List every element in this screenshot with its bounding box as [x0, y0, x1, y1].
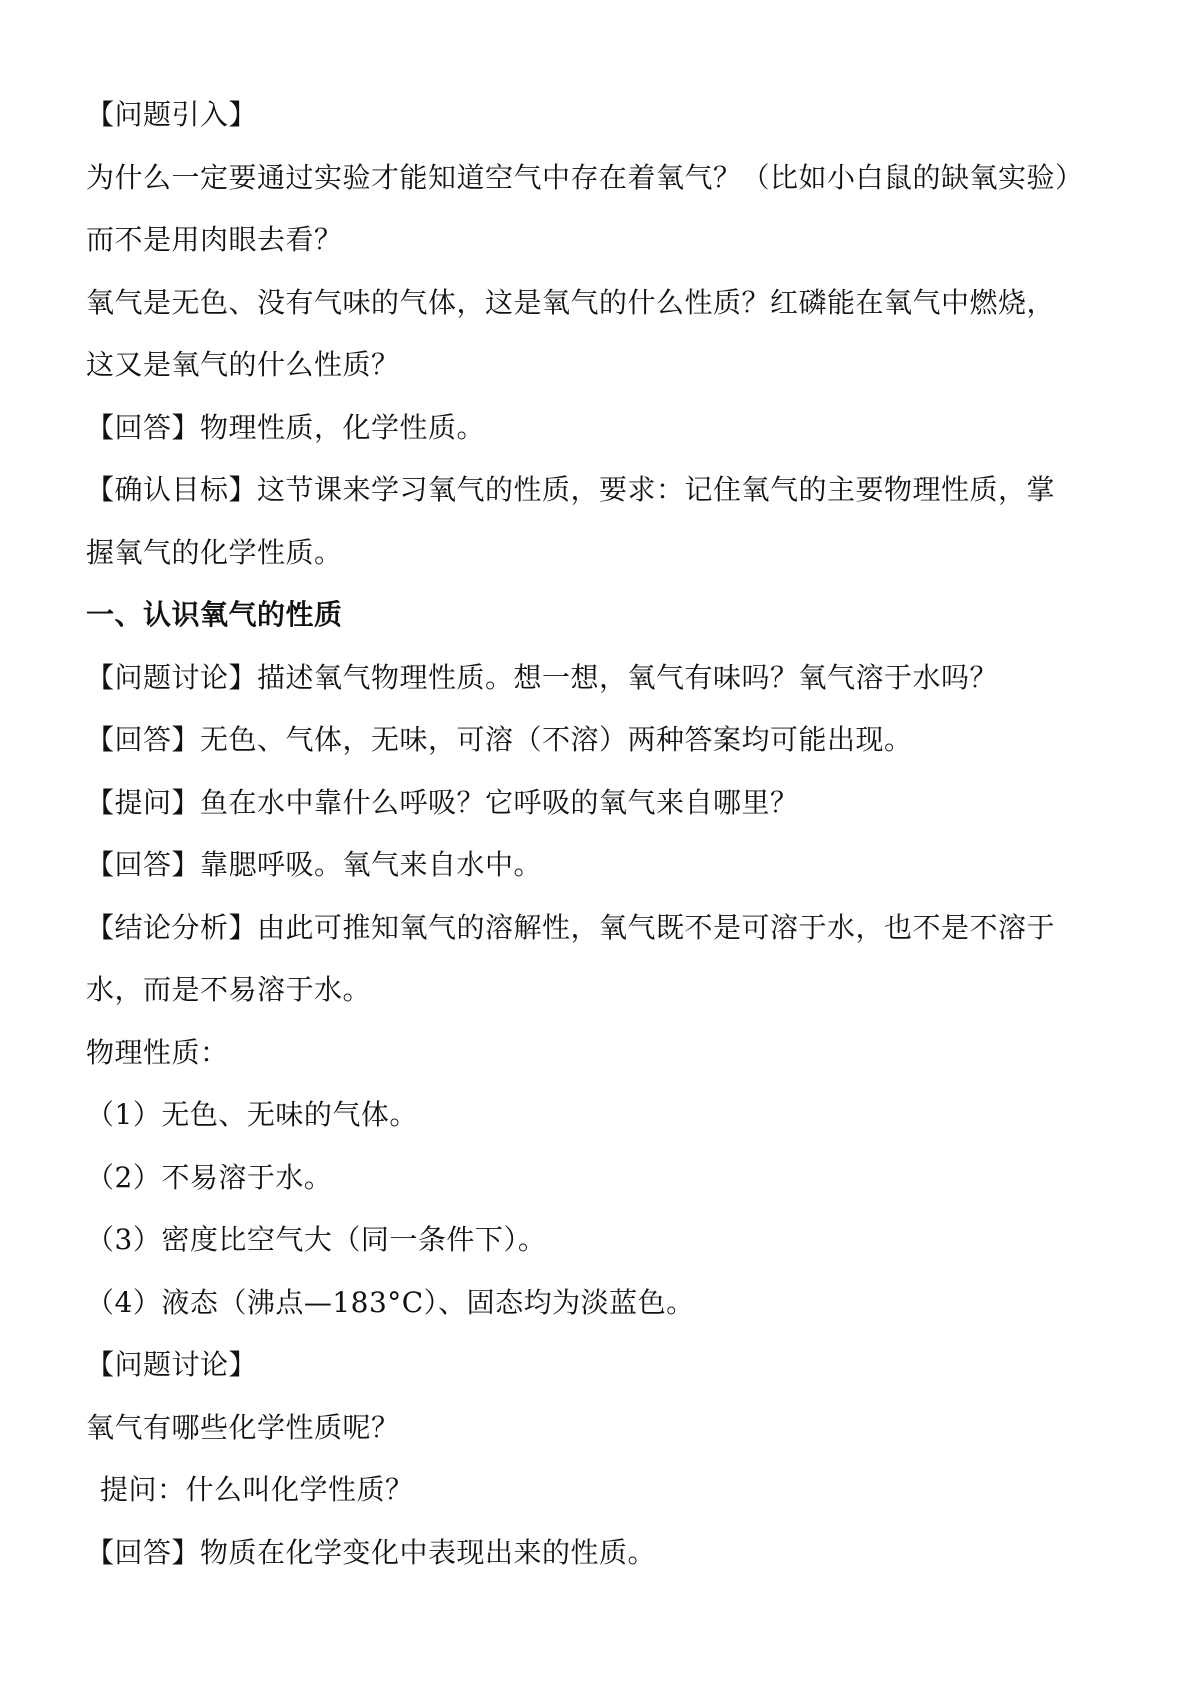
paragraph-line: 氧气是无色、没有气味的气体，这是氧气的什么性质？红磷能在氧气中燃烧， — [86, 285, 1056, 319]
question-line: 【提问】鱼在水中靠什么呼吸？它呼吸的氧气来自哪里？ — [86, 785, 799, 819]
property-item: （3）密度比空气大（同一条件下）。 — [86, 1223, 547, 1256]
question-line: 提问：什么叫化学性质？ — [100, 1473, 414, 1506]
discussion-label: 【问题讨论】 — [86, 1348, 258, 1381]
paragraph-line: 而不是用肉眼去看？ — [86, 223, 343, 256]
conclusion-line: 水，而是不易溶于水。 — [86, 973, 372, 1006]
section-heading: 一、认识氧气的性质 — [86, 598, 343, 631]
section-label-problem-intro: 【问题引入】 — [86, 98, 258, 131]
property-item: （2）不易溶于水。 — [86, 1160, 333, 1194]
answer-line: 【回答】物质在化学变化中表现出来的性质。 — [86, 1535, 657, 1569]
property-item: （4）液态（沸点—183°C）、固态均为淡蓝色。 — [86, 1285, 695, 1319]
physical-properties-label: 物理性质： — [86, 1035, 229, 1069]
paragraph-line: 这又是氧气的什么性质？ — [86, 348, 400, 381]
discussion-line: 【问题讨论】描述氧气物理性质。想一想，氧气有味吗？氧气溶于水吗？ — [86, 660, 999, 694]
paragraph-line: 为什么一定要通过实验才能知道空气中存在着氧气？（比如小白鼠的缺氧实验） — [86, 160, 1084, 194]
answer-line: 【回答】靠腮呼吸。氧气来自水中。 — [86, 848, 543, 881]
objective-line: 握氧气的化学性质。 — [86, 535, 343, 569]
conclusion-line: 【结论分析】由此可推知氧气的溶解性，氧气既不是可溶于水，也不是不溶于 — [86, 910, 1056, 944]
answer-line: 【回答】无色、气体，无味，可溶（不溶）两种答案均可能出现。 — [86, 723, 913, 756]
document-body — [86, 84, 1116, 1584]
property-item: （1）无色、无味的气体。 — [86, 1098, 418, 1131]
paragraph-line: 氧气有哪些化学性质呢？ — [86, 1410, 400, 1444]
answer-line: 【回答】物理性质，化学性质。 — [86, 410, 486, 444]
objective-line: 【确认目标】这节课来学习氧气的性质，要求：记住氧气的主要物理性质，掌 — [86, 473, 1056, 506]
